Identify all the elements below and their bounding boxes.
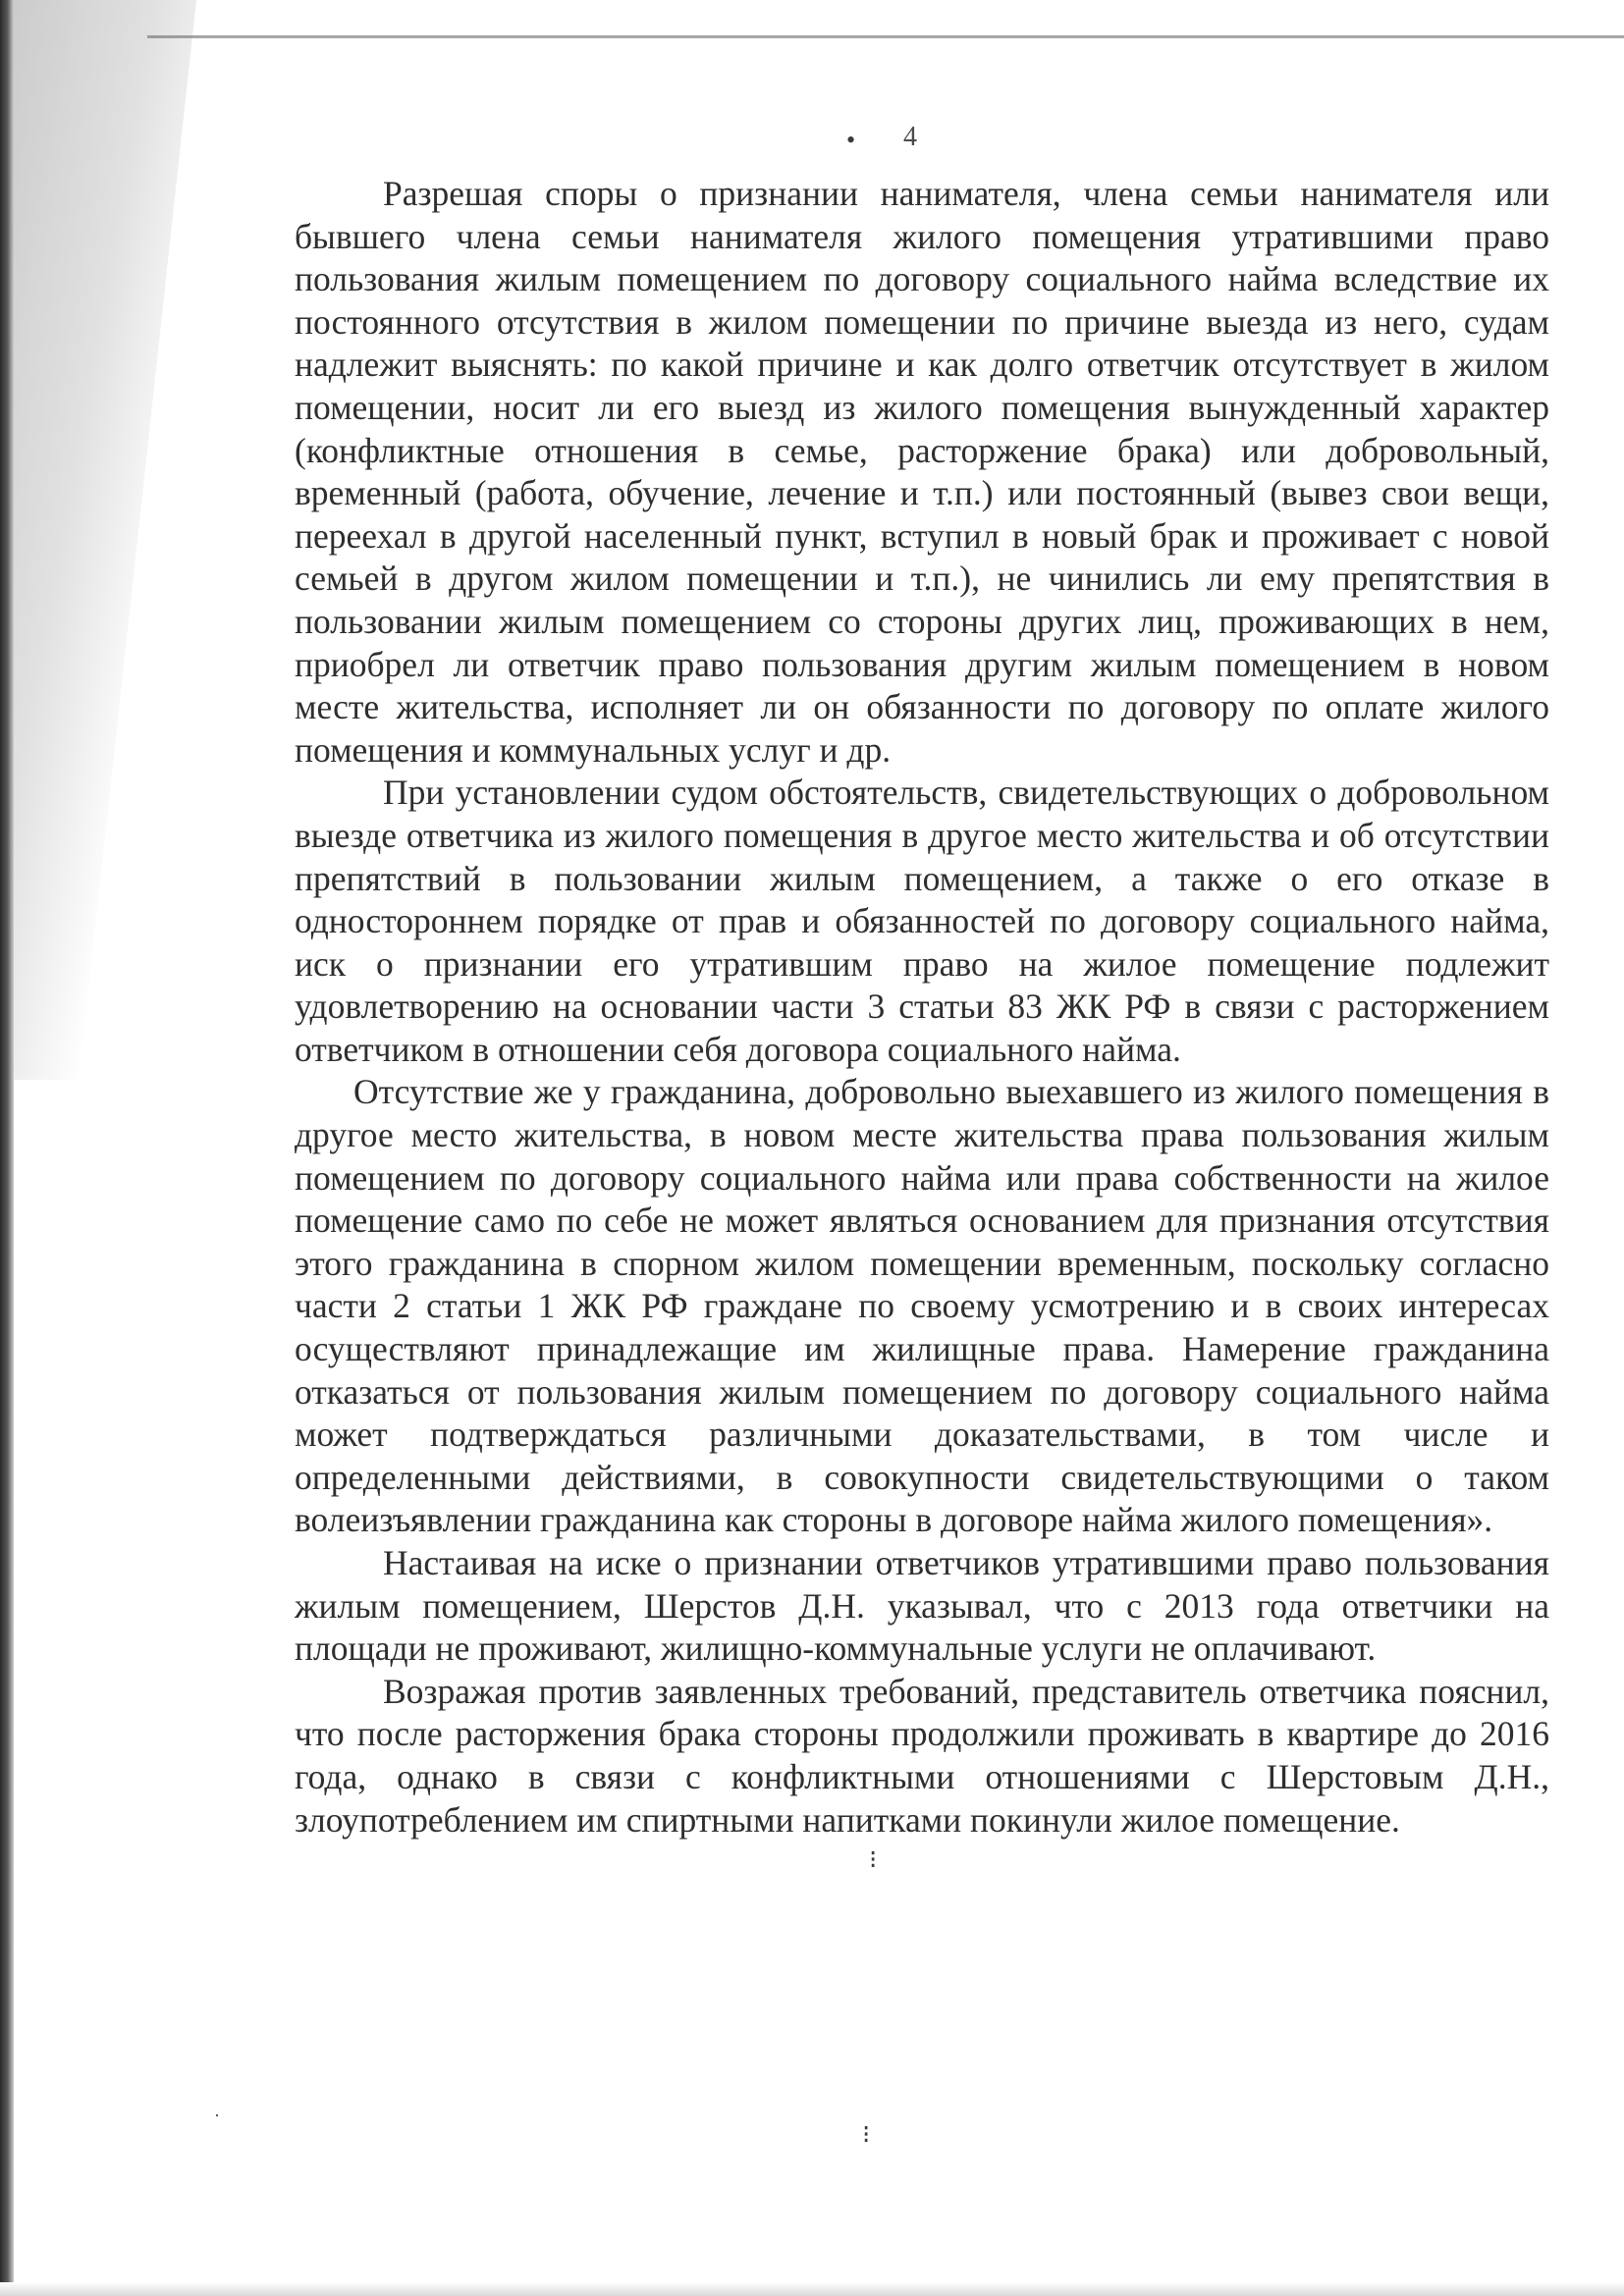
page-number: 4: [903, 122, 917, 152]
scan-speck: ⁝: [869, 1845, 878, 1874]
scan-speck: ⁝: [862, 2120, 871, 2149]
folded-corner-shadow: [0, 0, 196, 1080]
paragraph: Возражая против заявленных требований, представитель ответчика пояснил, что после расторжения брака стороны продолжили проживать в квартире до 2016 года, однако в связи с конфликтными отношениями с Шерстовым Д.Н., злоупотреблением им спиртными напитками покинули жилое помещение.: [295, 1671, 1549, 1840]
scan-speck: •: [846, 126, 856, 154]
document-body: [295, 173, 1549, 1842]
paragraph: Отсутствие же у гражданина, добровольно выехавшего из жилого помещения в другое место жительства, в новом месте жительства права пользования жилым помещением по договору социального найма или права собственности на жилое помещение само по себе не может являться основанием для признания отсутствия этого гражданина в спорном жилом помещении временным, поскольку согласно части 2 статьи 1 ЖК РФ граждане по своему усмотрению и в своих интересах осуществляют принадлежащие им жилищные права. Намерение гражданина отказаться от пользования жилым помещением по договору социального найма может подтверждаться различными доказательствами, в том числе и определенными действиями, в совокупности свидетельствующими о таком волеизъявлении гражданина как стороны в договоре найма жилого помещения».: [295, 1072, 1549, 1540]
paragraph: Настаивая на иске о признании ответчиков утратившими право пользования жилым помещением, Шерстов Д.Н. указывал, что с 2013 года ответчики на площади не проживают, жилищно-коммунальные услуги не оплачивают.: [295, 1543, 1549, 1669]
paragraph: При установлении судом обстоятельств, свидетельствующих о добровольном выезде ответчика из жилого помещения в другое место жительства и об отсутствии препятствий в пользовании жилым помещением, а также о его отказе в одностороннем порядке от прав и обязанностей по договору социального найма, иск о признании его утратившим право на жилое помещение подлежит удовлетворению на основании части 3 статьи 83 ЖК РФ в связи с расторжением ответчиком в отношении себя договора социального найма.: [295, 773, 1549, 1069]
scan-speck: ·: [214, 2106, 220, 2125]
scanner-edge-bottom: [0, 2282, 1624, 2296]
scanner-edge-left: [0, 0, 14, 2296]
paragraph: Разрешая споры о признании нанимателя, члена семьи нанимателя или бывшего члена семьи нанимателя жилого помещения утратившими право пользования жилым помещением по договору социального найма вследствие их постоянного отсутствия в жилом помещении по причине выезда из него, судам надлежит выяснять: по какой причине и как долго ответчик отсутствует в жилом помещении, носит ли его выезд из жилого помещения вынужденный характер (конфликтные отношения в семье, расторжение брака) или добровольный, временный (работа, обучение, лечение и т.п.) или постоянный (вывез свои вещи, переехал в другой населенный пункт, вступил в новый брак и проживает с новой семьей в другом жилом помещении и т.п.), не чинились ли ему препятствия в пользовании жилым помещением со стороны других лиц, проживающих в нем, приобрел ли ответчик право пользования другим жилым помещением в новом месте жительства, исполняет ли он обязанности по договору по оплате жилого помещения и коммунальных услуг и др.: [295, 174, 1549, 770]
scanner-edge-top: [147, 35, 1624, 38]
